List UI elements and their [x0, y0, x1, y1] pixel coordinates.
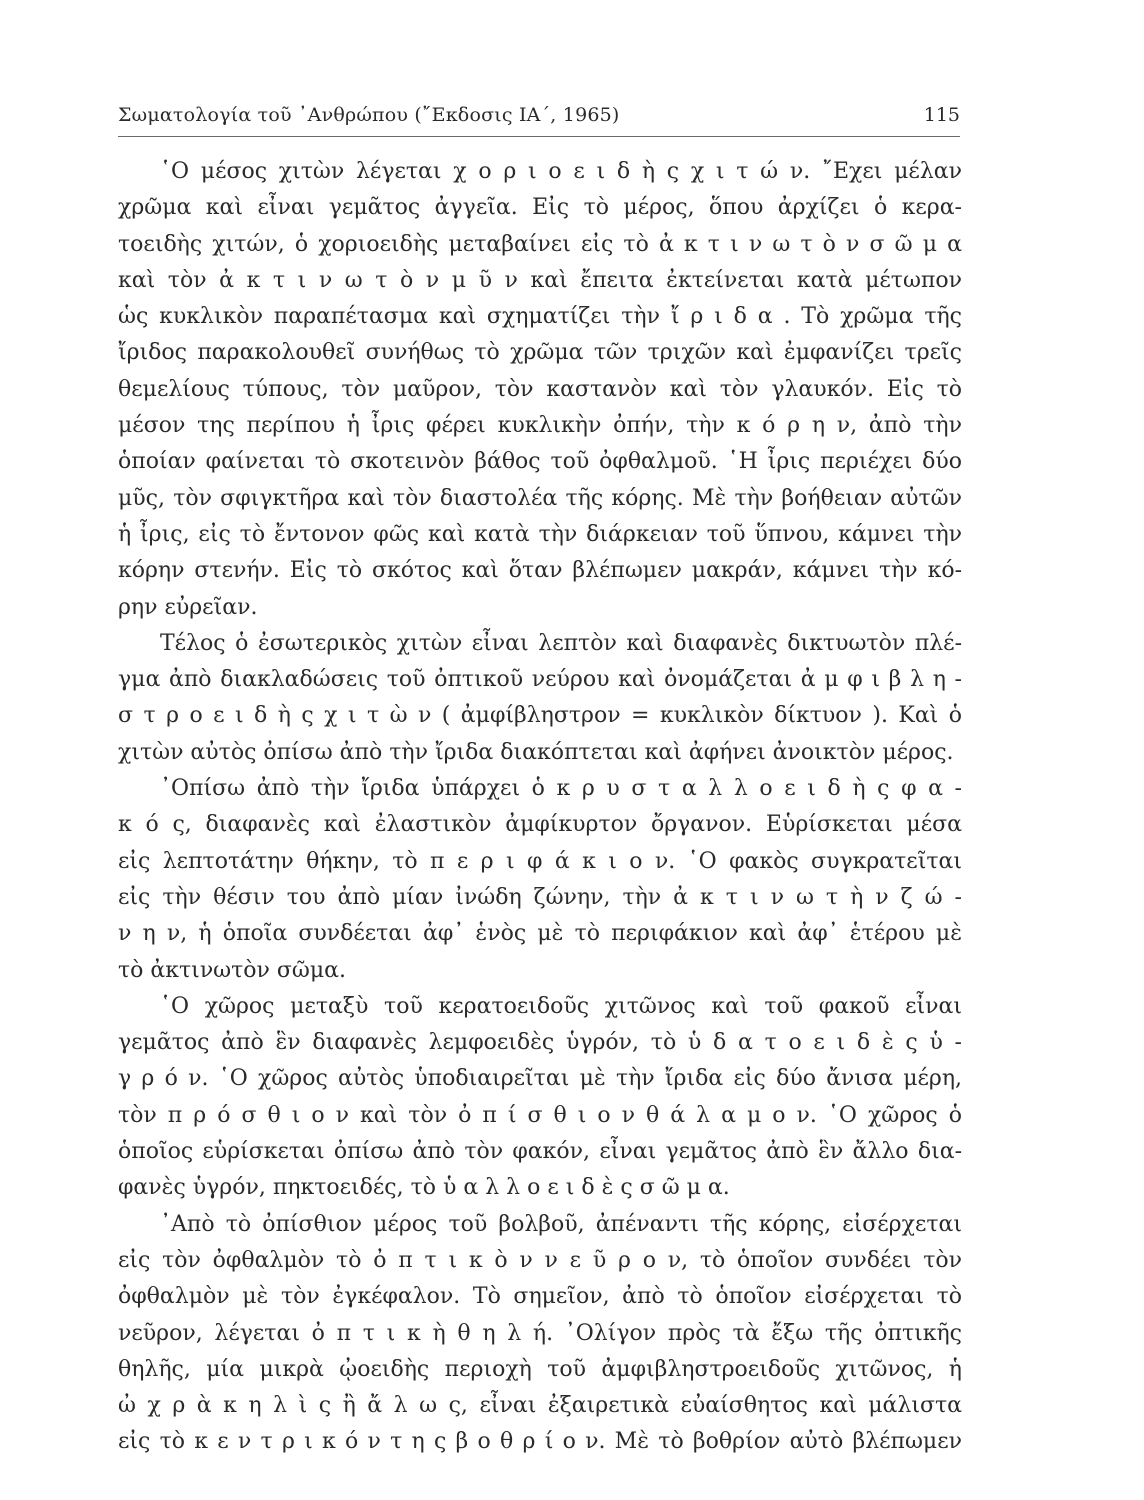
running-title: Σωματολογία τοῦ ᾿Ανθρώπου (῎Εκδοσις ΙΑ΄, 1965): [118, 104, 620, 126]
text-line: Τέλος ὁ ἐσωτερικὸς χιτὼν εἶναι λεπτὸν καὶ διαφανὲς δικτυωτὸν πλέ-: [160, 630, 962, 656]
text-line: ἴριδος παρακολουθεῖ συνήθως τὸ χρῶμα τῶν τριχῶν καὶ ἐμφανίζει τρεῖς: [118, 340, 962, 366]
text-line: εἰς τὴν θέσιν του ἀπὸ μίαν ἰνώδη ζώνην, τὴν ἀ κ τ ι ν ω τ ὴ ν ζ ώ -: [118, 884, 962, 910]
text-line: ρην εὐρεῖαν.: [118, 594, 258, 620]
text-line: σ τ ρ ο ε ι δ ὴ ς χ ι τ ὼ ν ( ἀμφίβληστρον = κυκλικὸν δίκτυον ). Καὶ ὁ: [118, 703, 962, 729]
text-line: εἰς λεπτοτάτην θήκην, τὸ π ε ρ ι φ ά κ ι ο ν. ῾Ο φακὸς συγκρατεῖται: [118, 848, 962, 874]
text-line: γμα ἀπὸ διακλαδώσεις τοῦ ὀπτικοῦ νεύρου καὶ ὀνομάζεται ἀ μ φ ι β λ η -: [118, 667, 962, 693]
text-line: εἰς τὸν ὀφθαλμὸν τὸ ὀ π τ ι κ ὸ ν ν ε ῦ ρ ο ν, τὸ ὁποῖον συνδέει τὸν: [118, 1247, 962, 1273]
text-line: ᾿Οπίσω ἀπὸ τὴν ἴριδα ὑπάρχει ὁ κ ρ υ σ τ α λ λ ο ε ι δ ὴ ς φ α -: [160, 776, 962, 802]
text-line: μέσον της περίπου ἡ ἶρις φέρει κυκλικὴν ὀπήν, τὴν κ ό ρ η ν, ἀπὸ τὴν: [118, 413, 962, 439]
text-line: ν η ν, ἡ ὁποῖα συνδέεται ἀφ᾿ ἑνὸς μὲ τὸ περιφάκιον καὶ ἀφ᾿ ἑτέρου μὲ: [118, 921, 962, 947]
text-line: γ ρ ό ν. ῾Ο χῶρος αὐτὸς ὑποδιαιρεῖται μὲ τὴν ἴριδα εἰς δύο ἄνισα μέρη,: [118, 1066, 962, 1092]
text-line: τοειδὴς χιτών, ὁ χοριοειδὴς μεταβαίνει εἰς τὸ ἀ κ τ ι ν ω τ ὸ ν σ ῶ μ α: [118, 231, 962, 257]
text-line: τὸ ἀκτινωτὸν σῶμα.: [118, 957, 347, 983]
text-line: τὸν π ρ ό σ θ ι ο ν καὶ τὸν ὀ π ί σ θ ι ο ν θ ά λ α μ ο ν. ῾Ο χῶρος ὁ: [118, 1102, 962, 1128]
text-line: θεμελίους τύπους, τὸν μαῦρον, τὸν καστανὸν καὶ τὸν γλαυκόν. Εἰς τὸ: [118, 376, 962, 402]
text-line: ῾Ο χῶρος μεταξὺ τοῦ κερατοειδοῦς χιτῶνος καὶ τοῦ φακοῦ εἶναι: [160, 993, 962, 1019]
text-line: ὠ χ ρ ὰ κ η λ ὶ ς ἢ ἄ λ ω ς, εἶναι ἐξαιρετικὰ εὐαίσθητος καὶ μάλιστα: [118, 1393, 962, 1419]
text-line: κόρην στενήν. Εἰς τὸ σκότος καὶ ὅταν βλέπωμεν μακράν, κάμνει τὴν κό-: [118, 558, 962, 584]
text-line: ὡς κυκλικὸν παραπέτασμα καὶ σχηματίζει τὴν ἴ ρ ι δ α . Τὸ χρῶμα τῆς: [118, 304, 962, 330]
text-line: θηλῆς, μία μικρὰ ᾠοειδὴς περιοχὴ τοῦ ἀμφιβληστροειδοῦς χιτῶνος, ἡ: [118, 1356, 962, 1382]
body-text: [118, 154, 962, 1461]
text-line: εἰς τὸ κ ε ν τ ρ ι κ ό ν τ η ς β ο θ ρ ί ο ν. Μὲ τὸ βοθρίον αὐτὸ βλέπωμεν: [118, 1429, 962, 1455]
running-header: [118, 100, 960, 137]
text-line: χιτὼν αὐτὸς ὀπίσω ἀπὸ τὴν ἴριδα διακόπτεται καὶ ἀφήνει ἀνοικτὸν μέρος.: [118, 739, 954, 765]
text-line: ὁποίαν φαίνεται τὸ σκοτεινὸν βάθος τοῦ ὀφθαλμοῦ. ῾Η ἶρις περιέχει δύο: [118, 449, 962, 475]
text-line: νεῦρον, λέγεται ὀ π τ ι κ ὴ θ η λ ή. ᾿Ολίγον πρὸς τὰ ἔξω τῆς ὀπτικῆς: [118, 1320, 962, 1346]
text-line: ὁποῖος εὑρίσκεται ὀπίσω ἀπὸ τὸν φακόν, εἶναι γεμᾶτος ἀπὸ ἓν ἄλλο δια-: [118, 1139, 962, 1165]
text-line: καὶ τὸν ἀ κ τ ι ν ω τ ὸ ν μ ῦ ν καὶ ἔπειτα ἐκτείνεται κατὰ μέτωπον: [118, 267, 962, 293]
text-line: φανὲς ὑγρόν, πηκτοειδές, τὸ ὑ α λ λ ο ε ι δ ὲ ς σ ῶ μ α.: [118, 1175, 730, 1201]
page-number: 115: [923, 104, 960, 126]
text-line: γεμᾶτος ἀπὸ ἓν διαφανὲς λεμφοειδὲς ὑγρόν, τὸ ὑ δ α τ ο ε ι δ ὲ ς ὑ -: [118, 1030, 962, 1056]
text-line: κ ό ς, διαφανὲς καὶ ἐλαστικὸν ἀμφίκυρτον ὄργανον. Εὑρίσκεται μέσα: [118, 812, 962, 838]
text-line: ᾿Απὸ τὸ ὀπίσθιον μέρος τοῦ βολβοῦ, ἀπέναντι τῆς κόρης, εἰσέρχεται: [160, 1211, 962, 1237]
text-line: ὀφθαλμὸν μὲ τὸν ἐγκέφαλον. Τὸ σημεῖον, ἀπὸ τὸ ὁποῖον εἰσέρχεται τὸ: [118, 1284, 962, 1310]
text-line: χρῶμα καὶ εἶναι γεμᾶτος ἀγγεῖα. Εἰς τὸ μέρος, ὅπου ἀρχίζει ὁ κερα-: [118, 195, 962, 221]
text-line: μῦς, τὸν σφιγκτῆρα καὶ τὸν διαστολέα τῆς κόρης. Μὲ τὴν βοήθειαν αὐτῶν: [118, 485, 962, 511]
text-line: ῾Ο μέσος χιτὼν λέγεται χ ο ρ ι ο ε ι δ ὴ ς χ ι τ ώ ν. ῎Εχει μέλαν: [160, 159, 962, 184]
text-line: ἡ ἶρις, εἰς τὸ ἔντονον φῶς καὶ κατὰ τὴν διάρκειαν τοῦ ὕπνου, κάμνει τὴν: [118, 521, 962, 547]
